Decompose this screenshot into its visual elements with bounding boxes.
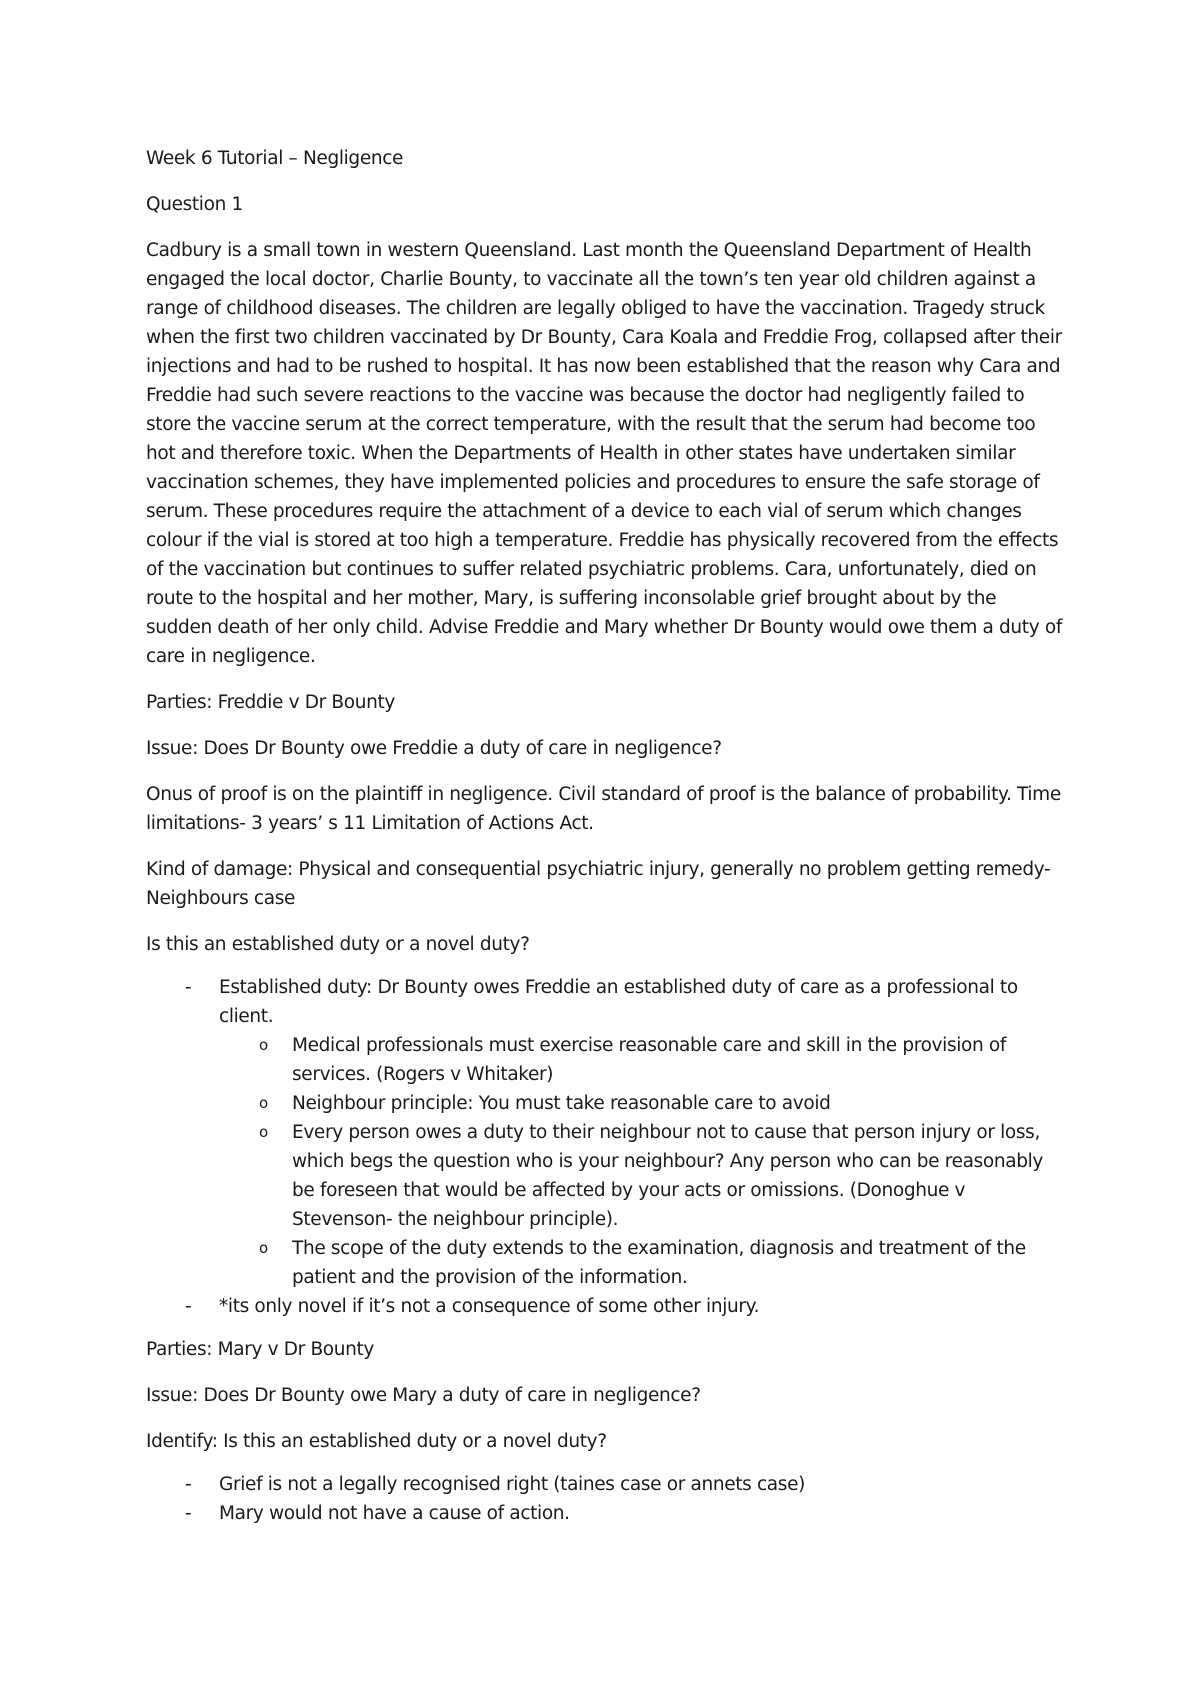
mary-identify-question: Identify: Is this an established duty or a novel duty? [146,1431,607,1452]
list-item-text: Grief is not a legally recognised right (taines case or annets case) [219,1474,805,1495]
freddie-onus-paragraph: Onus of proof is on the plaintiff in negligence. Civil standard of proof is the balance of probability. Time limitations- 3 years’ s 11 Limitation of Actions Act. [146,784,1061,834]
list-item [219,1118,1066,1234]
document-body [146,144,1066,1542]
document-title: Week 6 Tutorial – Negligence [146,148,404,169]
mary-parties: Parties: Mary v Dr Bounty [146,1339,375,1360]
list-item-text: Medical professionals must exercise reasonable care and skill in the provision of services. (Rogers v Whitaker) [292,1035,1007,1085]
dash-bullet-icon: - [185,1296,192,1317]
list-item-text: Established duty: Dr Bounty owes Freddie an established duty of care as a professional to client. [219,977,1018,1027]
circle-bullet-icon: o [259,1036,268,1054]
circle-bullet-icon: o [259,1239,268,1257]
dash-bullet-icon: - [185,1503,192,1524]
freddie-parties: Parties: Freddie v Dr Bounty [146,692,395,713]
freddie-issue: Issue: Does Dr Bounty owe Freddie a duty of care in negligence? [146,738,722,759]
list-item [146,1292,1066,1321]
list-item [146,1470,1066,1499]
freddie-bullet-list [146,973,1066,1321]
freddie-duty-question: Is this an established duty or a novel duty? [146,934,530,955]
sub-bullet-list [219,1031,1066,1292]
list-item-text: Every person owes a duty to their neighbour not to cause that person injury or loss, which begs the question who is your neighbour? Any person who can be reasonably be foreseen that would be affected by your acts or omissions. (Donoghue v Stevenson- the neighbour principle). [292,1122,1044,1230]
question-heading: Question 1 [146,194,243,215]
circle-bullet-icon: o [259,1123,268,1141]
dash-bullet-icon: - [185,977,192,998]
scenario-paragraph: Cadbury is a small town in western Queensland. Last month the Queensland Department of Health engaged the local doctor, Charlie Bounty, to vaccinate all the town’s ten year old children against a range of childhood diseases. The children are legally obliged to have the vaccination. Tragedy struck when the first two children vaccinated by Dr Bounty, Cara Koala and Freddie Frog, collapsed after their injections and had to be rushed to hospital. It has now been established that the reason why Cara and Freddie had such severe reactions to the vaccine was because the doctor had negligently failed to store the vaccine serum at the correct temperature, with the result that the serum had become too hot and therefore toxic. When the Departments of Health in other states have undertaken similar vaccination schemes, they have implemented policies and procedures to ensure the safe storage of serum. These procedures require the attachment of a device to each vial of serum which changes colour if the vial is stored at too high a temperature. Freddie has physically recovered from the effects of the vaccination but continues to suffer related psychiatric problems. Cara, unfortunately, died on route to the hospital and her mother, Mary, is suffering inconsolable grief brought about by the sudden death of her only child. Advise Freddie and Mary whether Dr Bounty would owe them a duty of care in negligence. [146,240,1062,667]
list-item-text: The scope of the duty extends to the examination, diagnosis and treatment of the patient and the provision of the information. [292,1238,1026,1288]
list-item [219,1234,1066,1292]
mary-issue: Issue: Does Dr Bounty owe Mary a duty of care in negligence? [146,1385,701,1406]
mary-bullet-list [146,1470,1066,1528]
circle-bullet-icon: o [259,1094,268,1112]
list-item-text: Neighbour principle: You must take reasonable care to avoid [292,1093,831,1114]
dash-bullet-icon: - [185,1474,192,1495]
list-item [146,1499,1066,1528]
list-item-text: Mary would not have a cause of action. [219,1503,570,1524]
list-item [146,973,1066,1292]
freddie-damage-paragraph: Kind of damage: Physical and consequential psychiatric injury, generally no problem getting remedy- Neighbours case [146,859,1051,909]
list-item-text: *its only novel if it’s not a consequence of some other injury. [219,1296,760,1317]
list-item [219,1031,1066,1089]
list-item [219,1089,1066,1118]
